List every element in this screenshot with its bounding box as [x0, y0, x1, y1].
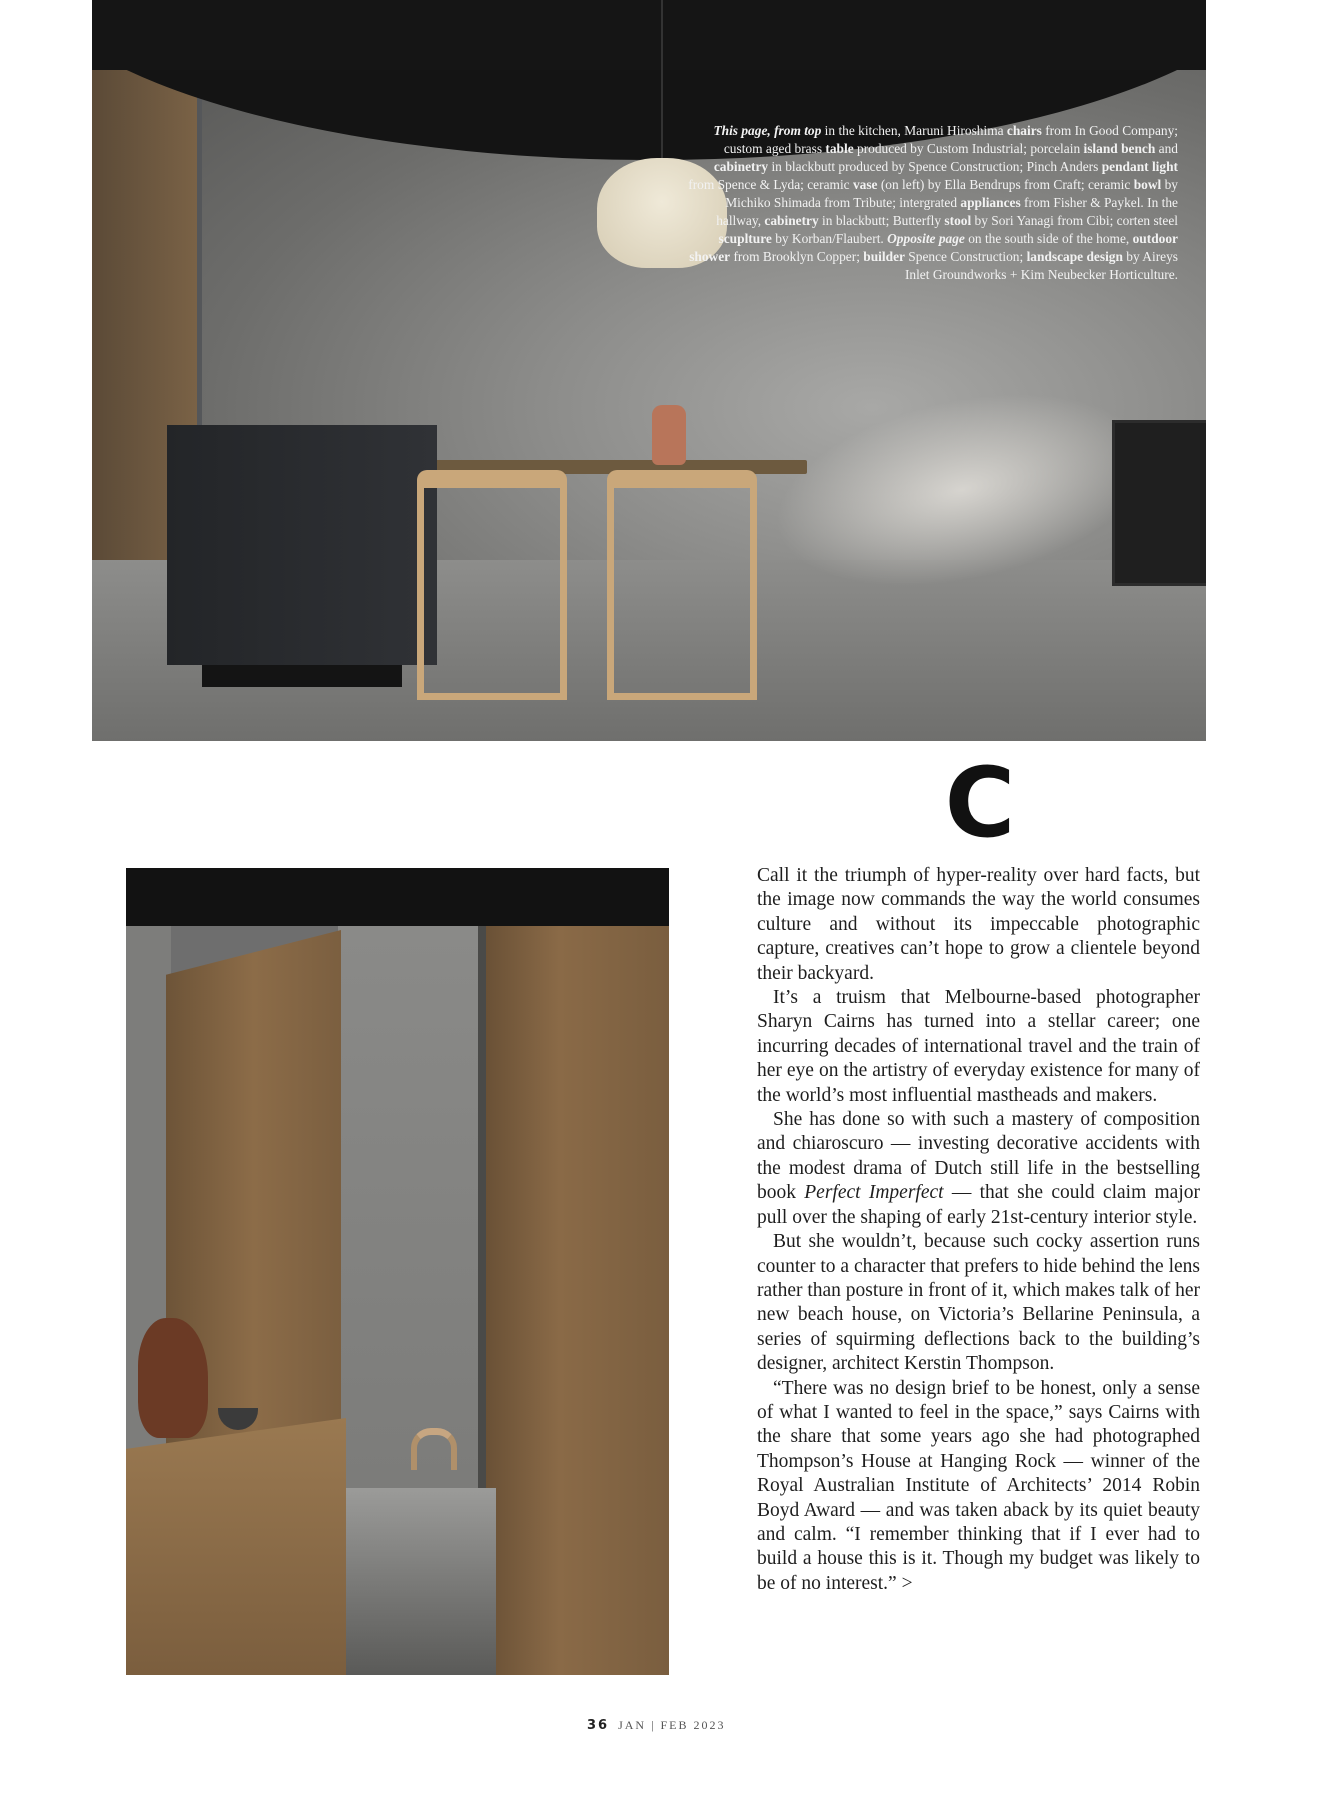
hallway-floor	[326, 1488, 496, 1675]
caption-text: from Fisher & Paykel. In the hallway,	[716, 195, 1178, 228]
caption-keyword: island bench	[1083, 141, 1156, 156]
hallway-photo	[126, 868, 669, 1675]
caption-keyword: table	[825, 141, 854, 156]
back-wall	[338, 926, 478, 1566]
caption-keyword: cabinetry	[713, 159, 769, 174]
caption-text: in blackbutt produced by Spence Construction; Pinch Anders	[768, 159, 1102, 174]
caption-keyword: scuplture	[718, 231, 772, 246]
caption-keyword: Opposite page	[887, 231, 965, 246]
hallway-ceiling	[126, 868, 669, 926]
caption-text: produced by Custom Industrial; porcelain	[853, 141, 1084, 156]
paragraph-1: Call it the triumph of hyper-reality over hard facts, but the image now commands the way the world consumes culture and without its impeccable photographic capture, creatives can’t hope to grow a clientele beyond their backyard.	[757, 865, 1200, 984]
caption-keyword: stool	[944, 213, 972, 228]
butterfly-stool	[411, 1428, 457, 1470]
caption-keyword: appliances	[960, 195, 1021, 210]
caption-text: and	[1155, 141, 1178, 156]
caption-text: from Spence & Lyda; ceramic	[688, 177, 853, 192]
caption-text: from Brooklyn Copper;	[730, 249, 864, 264]
paragraph-4: But she wouldn’t, because such cocky assertion runs counter to a character that prefers to hide behind the lens rather than posture in front of it, which makes talk of her new beach house, on Victoria’s Bellarine Peninsula, a series of squirming deflections back to the building’s designer, architect Kerstin Thompson.	[757, 1231, 1200, 1375]
pendant-cord	[661, 0, 663, 160]
wood-bench	[126, 1418, 346, 1675]
drop-cap: C	[944, 747, 1016, 859]
caption-keyword: chairs	[1006, 123, 1042, 138]
photo-caption	[688, 122, 1178, 284]
caption-keyword: pendant light	[1101, 159, 1178, 174]
caption-keyword: landscape design	[1026, 249, 1123, 264]
paragraph-2: It’s a truism that Melbourne-based photographer Sharyn Cairns has turned into a stellar career; one incurring decades of international travel and the train of her eye on the artistry of everyday existence for many of the world’s most influential mastheads and makers.	[757, 987, 1200, 1106]
caption-text: by Michiko Shimada from Tribute; intergrated	[725, 177, 1178, 210]
kitchen-photo	[92, 0, 1206, 741]
island-bench	[167, 425, 437, 665]
caption-text: (on left) by Ella Bendrups from Craft; ceramic	[877, 177, 1134, 192]
caption-keyword: outdoor shower	[689, 231, 1178, 264]
chair-left	[417, 470, 567, 700]
caption-text: in blackbutt; Butterfly	[818, 213, 945, 228]
book-title: Perfect Imperfect	[804, 1182, 944, 1204]
steel-sculpture	[138, 1318, 208, 1438]
island-plinth	[202, 665, 402, 687]
folio	[587, 1718, 726, 1733]
ceramic-vase	[652, 405, 686, 465]
caption-text: by Sori Yanagi from Cibi; corten steel	[971, 213, 1178, 228]
article-body	[757, 864, 1200, 1596]
caption-lead: This page, from top	[713, 123, 822, 138]
caption-body	[688, 123, 1178, 282]
caption-text: in the kitchen, Maruni Hiroshima	[821, 123, 1007, 138]
caption-text: by Korban/Flaubert.	[771, 231, 888, 246]
caption-text: by Aireys Inlet Groundworks + Kim Neubecker Horticulture.	[904, 249, 1178, 282]
right-cabinetry	[486, 923, 669, 1675]
paragraph-3	[757, 1108, 1200, 1230]
chair-right	[607, 470, 757, 700]
issue-date: JAN | FEB 2023	[618, 1718, 726, 1732]
page-number: 36	[587, 1718, 610, 1733]
caption-keyword: builder	[863, 249, 905, 264]
ceiling-band	[92, 0, 1206, 70]
paragraph-3-start: She has done so with such a mastery of composition and chiaroscuro — investing decorative accidents with the modest drama of Dutch still life in the bestselling book	[757, 1109, 1200, 1204]
caption-text: from In Good Company; custom aged brass	[723, 123, 1178, 156]
paragraph-5: “There was no design brief to be honest, only a sense of what I wanted to feel in the space,” says Cairns with the share that some years ago she had photographed Thompson’s House at Hanging Rock — winner of the Royal Australian Institute of Architects’ 2014 Robin Boyd Award — and was taken aback by its quiet beauty and calm. “I remember thinking that if I ever had to build a house this is it. Though my budget was likely to be of no interest.” >	[757, 1377, 1200, 1594]
paragraph-3-end: — that she could claim major pull over the shaping of early 21st-century interior style.	[757, 1182, 1200, 1228]
caption-keyword: vase	[852, 177, 878, 192]
caption-keyword: cabinetry	[764, 213, 819, 228]
caption-text: on the south side of the home,	[964, 231, 1133, 246]
fireplace	[1112, 420, 1206, 586]
caption-text: Spence Construction;	[904, 249, 1027, 264]
caption-keyword: bowl	[1133, 177, 1162, 192]
